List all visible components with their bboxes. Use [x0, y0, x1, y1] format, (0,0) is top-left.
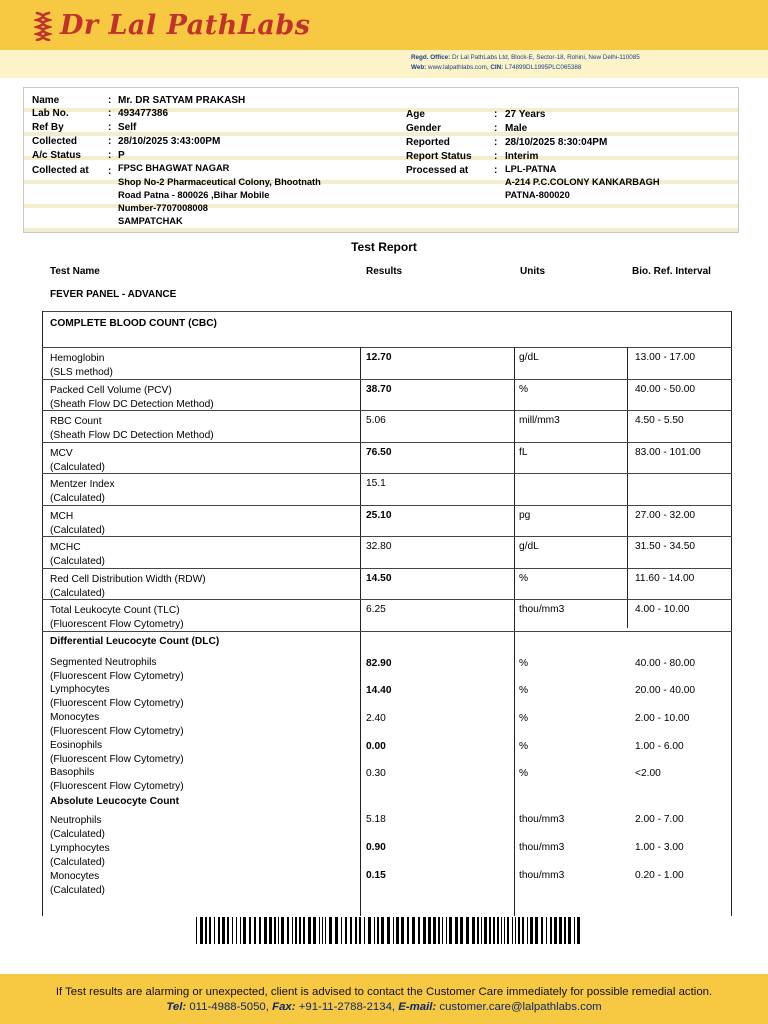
- test-name: Monocytes: [50, 711, 100, 723]
- results-table: [42, 311, 732, 916]
- section-divider: [42, 347, 732, 348]
- report-title: Test Report: [351, 240, 417, 254]
- patient-info-box: [23, 87, 739, 233]
- test-name: Lymphocytes: [50, 684, 110, 696]
- tel-number[interactable]: 011-4988-5050,: [189, 1001, 269, 1013]
- test-name: Monocytes: [50, 871, 100, 882]
- footer-advisory: If Test results are alarming or unexpected, client is advised to contact the Customer Care immediately for possible remedial action.: [55, 986, 713, 998]
- test-name: RBC Count: [50, 416, 102, 427]
- result-value: 5.18: [366, 814, 386, 825]
- test-name: Basophils: [50, 767, 95, 779]
- collected-at-line-2: Shop No-2 Pharmaceutical Colony, Bhootnath: [118, 177, 321, 187]
- panel-name: FEVER PANEL - ADVANCE: [50, 289, 177, 300]
- regd-office-text: Dr Lal PathLabs Ltd, Block-E, Sector-18, Rohini, New Delhi-110085: [451, 54, 640, 61]
- ref-interval: 40.00 - 80.00: [635, 657, 696, 669]
- web-label: Web:: [411, 64, 427, 71]
- test-method: (SLS method): [50, 367, 113, 378]
- result-value: 6.25: [366, 604, 386, 615]
- ac-status-colon: :: [108, 150, 112, 161]
- test-method: (Calculated): [50, 587, 105, 599]
- footer-band: [0, 974, 768, 1024]
- processed-at-line-2: A-214 P.C.COLONY KANKARBAGH: [505, 177, 660, 187]
- collected-value: 28/10/2025 3:43:00PM: [118, 136, 221, 147]
- reported-value: 28/10/2025 8:30:04PM: [505, 137, 608, 148]
- gender-label: Gender: [406, 123, 442, 134]
- test-name: MCH: [50, 510, 74, 522]
- result-value: 0.15: [366, 870, 386, 881]
- name-label: Name: [32, 95, 60, 106]
- unit-value: %: [519, 383, 529, 395]
- result-value: 0.90: [366, 842, 386, 853]
- unit-value: g/dL: [519, 541, 539, 552]
- ref-interval: 13.00 - 17.00: [635, 352, 696, 363]
- footer-contact: [0, 1001, 768, 1013]
- test-name: Hemoglobin: [50, 353, 105, 364]
- units-column-line: [514, 347, 515, 916]
- ref-interval: 4.50 - 5.50: [635, 415, 684, 426]
- processed-at-label: Processed at: [406, 165, 469, 176]
- test-name: Segmented Neutrophils: [50, 656, 157, 668]
- report-status-label: Report Status: [406, 151, 472, 162]
- unit-value: g/dL: [519, 352, 539, 363]
- ref-interval: 40.00 - 50.00: [635, 383, 696, 395]
- unit-value: thou/mm3: [519, 870, 565, 881]
- col-header-test-name: Test Name: [50, 266, 100, 277]
- lab-no-value: 493477386: [118, 108, 169, 119]
- unit-value: %: [519, 712, 529, 724]
- test-method: (Calculated): [50, 493, 105, 504]
- table-left-border: [42, 311, 43, 916]
- collected-at-line-1: FPSC BHAGWAT NAGAR: [118, 163, 230, 173]
- ref-column-line: [627, 347, 628, 628]
- row-divider: [42, 505, 732, 506]
- unit-value: mill/mm3: [519, 415, 560, 426]
- test-name: Total Leukocyte Count (TLC): [50, 605, 180, 616]
- processed-at-colon: :: [494, 165, 498, 176]
- processed-at-line-1: LPL-PATNA: [505, 164, 557, 174]
- test-method: (Fluorescent Flow Cytometry): [50, 781, 184, 793]
- test-name: MCV: [50, 447, 73, 459]
- row-divider: [42, 379, 732, 380]
- test-method: (Calculated): [50, 461, 105, 473]
- alc-heading: Absolute Leucocyte Count: [50, 796, 180, 807]
- result-value: 5.06: [366, 415, 386, 426]
- row-divider: [42, 599, 732, 600]
- results-column-line: [360, 347, 361, 916]
- result-value: 76.50: [366, 446, 392, 458]
- test-name: Lymphocytes: [50, 843, 110, 854]
- lab-no-label: Lab No.: [32, 108, 69, 119]
- web-text: www.lalpathlabs.com,: [428, 64, 489, 71]
- result-value: 0.00: [366, 740, 386, 752]
- row-divider: [42, 568, 732, 569]
- gender-colon: :: [494, 123, 498, 134]
- report-status-colon: :: [494, 151, 498, 162]
- ref-by-label: Ref By: [32, 122, 64, 133]
- regd-office-label: Regd. Office:: [411, 54, 451, 61]
- ref-interval: 2.00 - 10.00: [635, 712, 690, 724]
- lab-no-colon: :: [108, 108, 112, 119]
- table-top-border: [42, 311, 732, 312]
- ref-interval: 2.00 - 7.00: [635, 814, 684, 825]
- ref-interval: 27.00 - 32.00: [635, 509, 696, 521]
- unit-value: thou/mm3: [519, 842, 565, 853]
- ref-interval: 0.20 - 1.00: [635, 870, 684, 881]
- ref-interval: 83.00 - 101.00: [635, 446, 701, 458]
- processed-at-line-3: PATNA-800020: [505, 190, 570, 200]
- ref-by-colon: :: [108, 122, 112, 133]
- test-name: MCHC: [50, 542, 81, 553]
- ref-interval: 1.00 - 3.00: [635, 842, 684, 853]
- unit-value: %: [519, 685, 529, 697]
- unit-value: thou/mm3: [519, 814, 565, 825]
- dna-logo-icon: [34, 11, 52, 41]
- test-method: (Sheath Flow DC Detection Method): [50, 430, 214, 441]
- email-address[interactable]: customer.care@lalpathlabs.com: [439, 1001, 602, 1013]
- section-heading-cbc: COMPLETE BLOOD COUNT (CBC): [50, 318, 217, 329]
- test-method: (Fluorescent Flow Cytometry): [50, 619, 184, 630]
- ref-interval: 11.60 - 14.00: [635, 572, 695, 584]
- brand-name: Dr Lal PathLabs: [60, 10, 311, 41]
- row-divider: [42, 631, 732, 632]
- collected-at-colon: :: [108, 166, 112, 177]
- gender-value: Male: [505, 123, 528, 134]
- collected-label: Collected: [32, 136, 78, 147]
- fax-label: Fax:: [272, 1001, 296, 1013]
- result-value: 0.30: [366, 768, 386, 780]
- patient-name: Mr. DR SATYAM PRAKASH: [118, 95, 246, 106]
- ref-interval: 31.50 - 34.50: [635, 541, 696, 552]
- col-header-ref-interval: Bio. Ref. Interval: [632, 266, 711, 277]
- result-value: 12.70: [366, 352, 392, 363]
- cin-label: CIN:: [490, 64, 504, 71]
- age-value: 27 Years: [505, 109, 546, 120]
- collected-at-line-3: Road Patna - 800026 ,Bihar Mobile: [118, 190, 270, 200]
- dlc-heading: Differential Leucocyte Count (DLC): [50, 635, 220, 647]
- age-colon: :: [494, 109, 498, 120]
- test-method: (Calculated): [50, 556, 105, 567]
- test-name: Red Cell Distribution Width (RDW): [50, 573, 206, 585]
- ac-status-label: A/c Status: [32, 150, 81, 161]
- ref-interval: 4.00 - 10.00: [635, 604, 690, 615]
- ref-interval: <2.00: [635, 768, 661, 780]
- test-method: (Sheath Flow DC Detection Method): [50, 398, 214, 410]
- test-name: Mentzer Index: [50, 479, 115, 490]
- test-name: Eosinophils: [50, 739, 103, 751]
- name-colon: :: [108, 95, 112, 106]
- reported-label: Reported: [406, 137, 450, 148]
- table-right-border: [731, 311, 732, 916]
- tel-label: Tel:: [166, 1001, 187, 1013]
- row-divider: [42, 473, 732, 474]
- report-status-value: Interim: [505, 151, 539, 162]
- result-value: 32.80: [366, 541, 392, 552]
- ac-status-value: P: [118, 150, 125, 161]
- reported-colon: :: [494, 137, 498, 148]
- email-label: E-mail:: [398, 1001, 437, 1013]
- result-value: 38.70: [366, 383, 392, 395]
- test-method: (Calculated): [50, 524, 105, 536]
- fax-number: +91-11-2788-2134,: [298, 1001, 396, 1013]
- test-name: Packed Cell Volume (PCV): [50, 384, 172, 396]
- collected-colon: :: [108, 136, 112, 147]
- row-divider: [42, 536, 732, 537]
- test-name: Neutrophils: [50, 815, 102, 826]
- unit-value: %: [519, 768, 529, 780]
- registered-office-info: [411, 53, 640, 73]
- test-method: (Calculated): [50, 885, 105, 896]
- ref-interval: 20.00 - 40.00: [635, 685, 696, 697]
- result-value: 2.40: [366, 712, 386, 724]
- unit-value: pg: [519, 509, 531, 521]
- cin-text: L74899DL1995PLC065388: [505, 64, 582, 71]
- collected-at-line-4: Number-7707008008: [118, 203, 208, 213]
- collected-at-label: Collected at: [32, 165, 89, 176]
- test-method: (Calculated): [50, 857, 105, 868]
- test-method: (Fluorescent Flow Cytometry): [50, 698, 184, 710]
- test-method: (Calculated): [50, 829, 105, 840]
- col-header-results: Results: [366, 266, 403, 277]
- test-method: (Fluorescent Flow Cytometry): [50, 753, 184, 765]
- result-value: 15.1: [366, 478, 386, 489]
- subheader-band: [0, 50, 768, 78]
- result-value: 14.50: [366, 572, 392, 584]
- row-divider: [42, 442, 732, 443]
- barcode: [196, 917, 582, 944]
- age-label: Age: [406, 109, 425, 120]
- unit-value: %: [519, 572, 529, 584]
- brand-logo: [34, 10, 310, 41]
- unit-value: %: [519, 740, 529, 752]
- ref-by-value: Self: [118, 122, 137, 133]
- test-method: (Fluorescent Flow Cytometry): [50, 725, 184, 737]
- collected-at-line-5: SAMPATCHAK: [118, 216, 183, 226]
- test-method: (Fluorescent Flow Cytometry): [50, 670, 184, 682]
- result-value: 82.90: [366, 657, 392, 669]
- unit-value: %: [519, 657, 529, 669]
- unit-value: fL: [519, 446, 528, 458]
- col-header-units: Units: [520, 266, 545, 277]
- result-value: 14.40: [366, 685, 392, 697]
- ref-interval: 1.00 - 6.00: [635, 740, 684, 752]
- row-divider: [42, 410, 732, 411]
- unit-value: thou/mm3: [519, 604, 565, 615]
- result-value: 25.10: [366, 509, 392, 521]
